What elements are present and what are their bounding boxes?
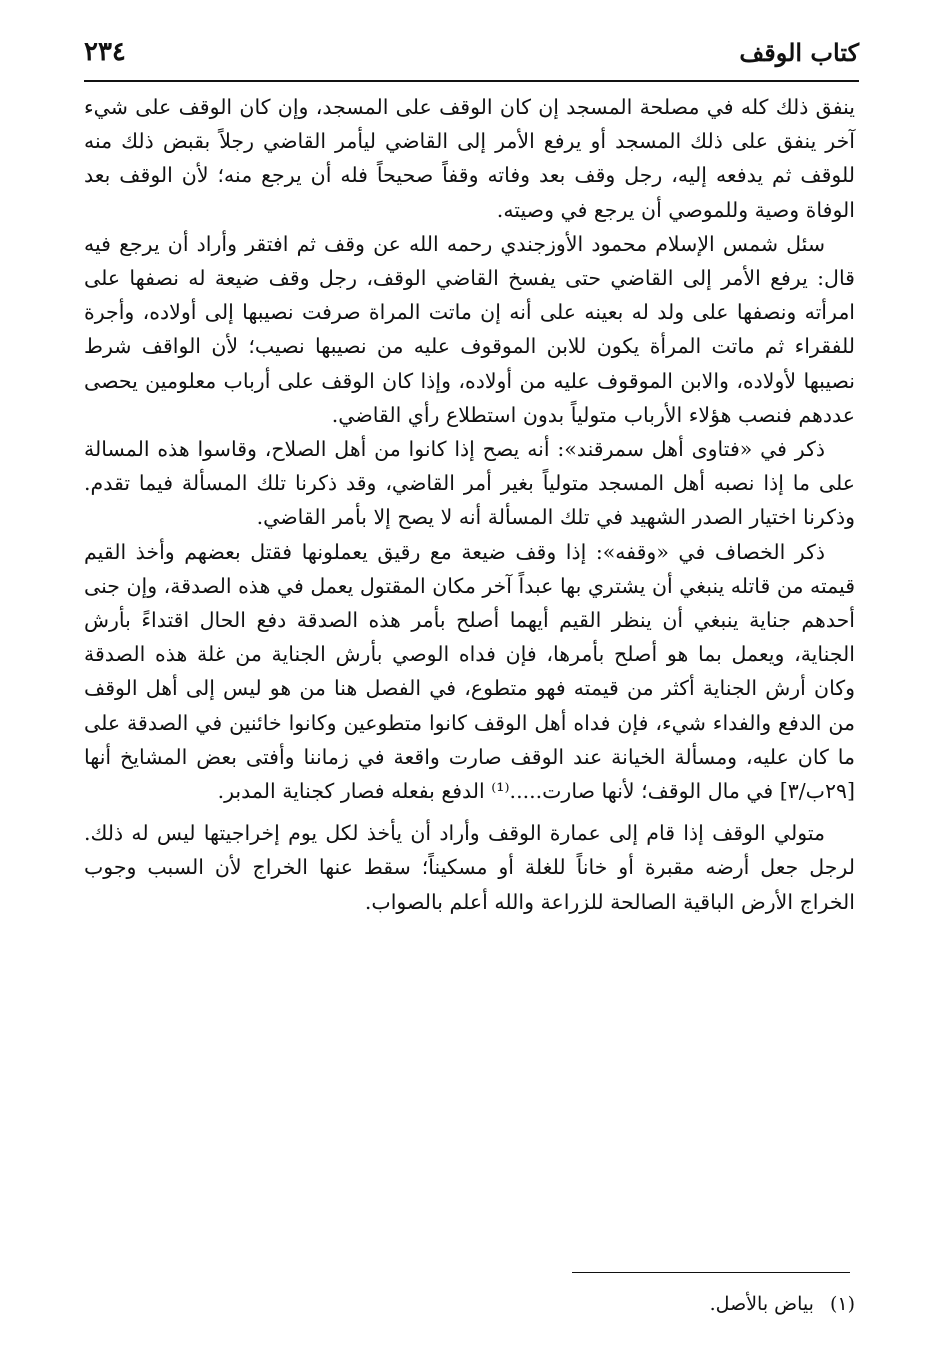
page-number: ٢٣٤ xyxy=(84,37,126,67)
paragraph: سئل شمس الإسلام محمود الأوزجندي رحمه الله عن وقف ثم افتقر وأراد أن يرجع فيه قال: يرفع الأمر إلى القاضي حتى يفسخ القاضي الوقف، رجل وقف ضيعة له نصفها على امرأته ونصفها على ولد له بعينه على أنه إن ماتت المراة صرفت نصيبها إلى أولاده، وأجرة للفقراء ثم ماتت المرأة يكون للابن الموقوف عليه من نصيبها نصيب؛ لأن الواقف شرط نصيبها لأولاده، والابن الموقوف عليه من أولاده، وإذا كان الوقف على أرباب معلومين يحصى عددهم فنصب هؤلاء الأرباب متولياً بدون استطلاع رأي القاضي. xyxy=(84,231,855,427)
paragraph: ذكر في «فتاوى أهل سمرقند»: أنه يصح إذا كانوا من أهل الصلاح، وقاسوا هذه المسالة على ما إذا نصبه أهل المسجد متولياً بغير أمر القاضي، وقد ذكرنا تلك المسألة فيما تقدم. وذكرنا اختيار الصدر الشهيد في تلك المسألة أنه لا يصح إلا بأمر القاضي. xyxy=(84,437,855,530)
book-title: كتاب الوقف xyxy=(739,37,859,67)
paragraph: ذكر الخصاف في «وقفه»: إذا وقف ضيعة مع رقيق يعملونها فقتل بعضهم وأخذ القيم قيمته من قاتله ينبغي أن يشتري بها عبداً آخر مكان المقتول يعمل في هذه الصدقة، وإن جنى أحدهم جناية ينبغي أن ينظر القيم أيهما أصلح بأمر هذه الصدقة دفع الحال اقتداءً بأرش الجناية، ويعمل بما هو أصلح بأمرها، فإن فداه الوصي بأرش الجناية من غلة هذه الصدقة وكان أرش الجناية أكثر من قيمته فهو متطوع، في الفصل هنا من هو ليس إلى أهل الوقف من الدفع والفداء شيء، فإن فداه أهل الوقف كانوا متطوعين وكانوا خائنين في الصدقة على ما كان عليه، ومسألة الخيانة عند الوقف صارت واقعة في زماننا وأفتى بعض المشايخ أنها [٢٩ب/٣] في مال الوقف؛ لأنها صارت.....⁽¹⁾ الدفع بفعله فصار كجناية المدبر. xyxy=(84,539,855,804)
paragraph: ينفق ذلك كله في مصلحة المسجد إن كان الوقف على المسجد، وإن كان الوقف على شيء آخر ينفق على ذلك المسجد أو يرفع الأمر إلى القاضي ليأمر القاضي رجلاً بقبض ذلك منه للوقف ثم يدفعه إليه، رجل وقف بعد وفاته وقفاً صحيحاً فله أن يرجع منه؛ لأن الوقف بعد الوفاة وصية وللموصي أن يرجع في وصيته. xyxy=(84,95,855,222)
footnote xyxy=(710,1290,855,1318)
footnote-divider xyxy=(572,1272,850,1273)
footnote-number: (١) xyxy=(829,1293,855,1315)
page-header xyxy=(84,28,859,76)
footnote-text: بياض بالأصل. xyxy=(709,1293,814,1315)
main-text xyxy=(84,90,855,919)
paragraph: متولي الوقف إذا قام إلى عمارة الوقف وأراد أن يأخذ لكل يوم إخراجيتها ليس له ذلك. لرجل جعل أرضه مقبرة أو خاناً للغلة أو مسكيناً؛ سقط عنها الخراج لأن السبب وجوب الخراج الأرض الباقية الصالحة للزراعة والله أعلم بالصواب. xyxy=(84,821,855,914)
header-divider xyxy=(84,80,859,82)
